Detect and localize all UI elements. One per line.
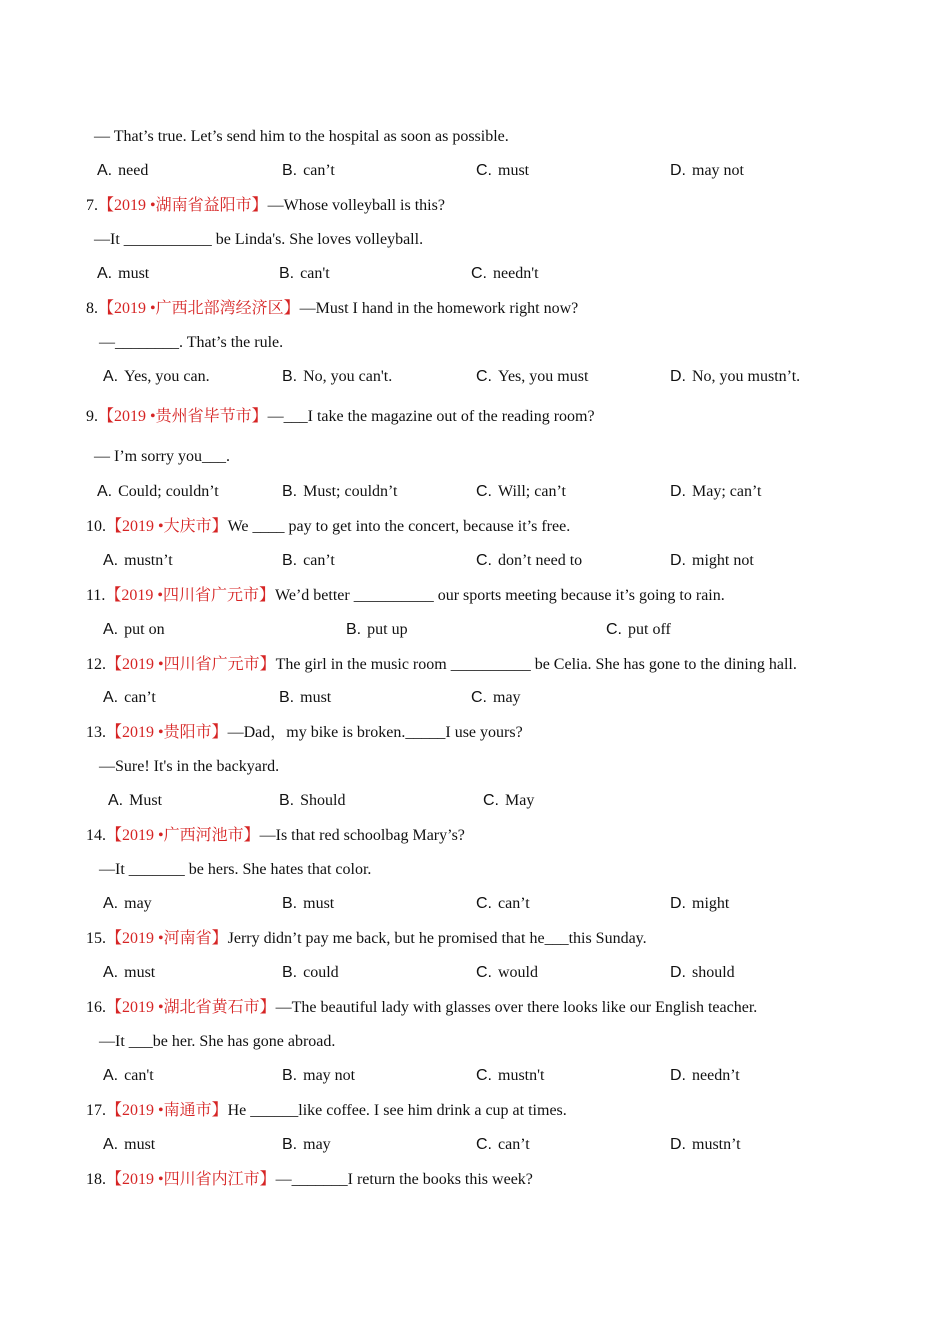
- option-text: Should: [300, 792, 346, 809]
- option-text: mustn’t: [692, 1136, 741, 1153]
- answer-option: [282, 1135, 331, 1155]
- answer-option: [670, 1135, 741, 1155]
- option-text: can't: [300, 265, 330, 282]
- option-text: put off: [628, 621, 671, 638]
- question-number: 9.: [86, 408, 98, 425]
- answer-option: [103, 688, 156, 708]
- question-stem: [86, 1170, 533, 1190]
- answer-option: [282, 1066, 355, 1086]
- answer-option: [670, 963, 735, 983]
- answer-option: [670, 482, 761, 502]
- answer-option: [670, 894, 729, 914]
- option-letter: D.: [670, 368, 686, 385]
- option-text: might: [692, 895, 730, 912]
- option-letter: C.: [483, 792, 499, 809]
- option-letter: C.: [471, 265, 487, 282]
- question-source: 【2019 •广西北部湾经济区】: [98, 300, 300, 317]
- option-text: could: [303, 964, 339, 981]
- answer-option: [103, 551, 173, 571]
- question-source: 【2019 •四川省广元市】: [106, 656, 276, 673]
- question-number: 7.: [86, 197, 98, 214]
- option-text: Must: [129, 792, 163, 809]
- answer-option: [346, 620, 408, 640]
- answer-option: [476, 551, 582, 571]
- answer-option: [476, 894, 530, 914]
- question-number: 17.: [86, 1102, 106, 1119]
- option-text: may: [303, 1136, 331, 1153]
- question-text: Jerry didn’t pay me back, but he promised that he___this Sunday.: [227, 930, 647, 947]
- option-letter: D.: [670, 1136, 686, 1153]
- question-stem: [86, 586, 725, 606]
- question-source: 【2019 •广西河池市】: [106, 827, 260, 844]
- question-number: 10.: [86, 518, 106, 535]
- option-letter: D.: [670, 483, 686, 500]
- option-text: may not: [692, 162, 744, 179]
- option-text: put on: [124, 621, 165, 638]
- answer-option: [97, 482, 219, 502]
- option-letter: A.: [97, 265, 113, 282]
- option-letter: A.: [103, 689, 119, 706]
- question-source: 【2019 •贵阳市】: [106, 724, 228, 741]
- answer-option: [108, 791, 162, 811]
- option-letter: B.: [282, 162, 298, 179]
- option-letter: B.: [346, 621, 362, 638]
- question-text: The girl in the music room __________ be Celia. She has gone to the dining hall.: [275, 656, 797, 673]
- answer-option: [279, 791, 345, 811]
- question-text: —Whose volleyball is this?: [267, 197, 445, 214]
- option-letter: A.: [103, 621, 119, 638]
- option-text: can’t: [303, 162, 335, 179]
- option-letter: B.: [282, 1136, 298, 1153]
- answer-option: [279, 688, 331, 708]
- answer-option: [476, 161, 529, 181]
- answer-line: —It ___be her. She has gone abroad.: [99, 1033, 336, 1050]
- answer-option: [282, 367, 392, 387]
- answer-option: [670, 1066, 740, 1086]
- question-number: 16.: [86, 999, 106, 1016]
- option-letter: B.: [279, 689, 295, 706]
- answer-option: [471, 264, 539, 284]
- option-letter: D.: [670, 1067, 686, 1084]
- option-letter: A.: [97, 483, 113, 500]
- question-number: 11.: [86, 587, 106, 604]
- answer-option: [282, 161, 335, 181]
- question-source: 【2019 •河南省】: [106, 930, 228, 947]
- option-letter: B.: [282, 1067, 298, 1084]
- question-source: 【2019 •贵州省毕节市】: [98, 408, 268, 425]
- option-text: May: [505, 792, 535, 809]
- option-letter: B.: [282, 368, 298, 385]
- question-number: 8.: [86, 300, 98, 317]
- option-letter: C.: [476, 1067, 492, 1084]
- answer-option: [103, 894, 152, 914]
- option-letter: C.: [476, 552, 492, 569]
- option-letter: D.: [670, 964, 686, 981]
- question-stem: [86, 407, 595, 427]
- question-source: 【2019 •南通市】: [106, 1102, 228, 1119]
- option-letter: B.: [282, 964, 298, 981]
- answer-option: [670, 367, 800, 387]
- answer-option: [282, 482, 398, 502]
- option-text: Yes, you can.: [124, 368, 210, 385]
- answer-option: [103, 620, 165, 640]
- option-letter: A.: [103, 895, 119, 912]
- answer-option: [476, 1135, 530, 1155]
- question-number: 18.: [86, 1171, 106, 1188]
- option-letter: C.: [476, 895, 492, 912]
- question-number: 14.: [86, 827, 106, 844]
- option-text: may: [124, 895, 152, 912]
- option-letter: C.: [471, 689, 487, 706]
- answer-option: [483, 791, 534, 811]
- option-text: needn't: [493, 265, 539, 282]
- question-text: —_______I return the books this week?: [275, 1171, 533, 1188]
- question-text: We’d better __________ our sports meeting because it’s going to rain.: [275, 587, 725, 604]
- answer-option: [97, 264, 149, 284]
- answer-option: [471, 688, 521, 708]
- option-letter: C.: [476, 483, 492, 500]
- answer-option: [103, 1066, 154, 1086]
- question-number: 13.: [86, 724, 106, 741]
- option-letter: A.: [103, 368, 119, 385]
- question-stem: [86, 826, 465, 846]
- question-stem: [86, 929, 647, 949]
- option-letter: B.: [282, 895, 298, 912]
- option-text: Must; couldn’t: [303, 483, 398, 500]
- question-text: —___I take the magazine out of the reading room?: [267, 408, 595, 425]
- option-text: can't: [124, 1067, 154, 1084]
- question-stem: [86, 655, 797, 675]
- option-letter: C.: [476, 1136, 492, 1153]
- option-text: must: [124, 1136, 156, 1153]
- option-text: Yes, you must: [498, 368, 589, 385]
- question-text: —Is that red schoolbag Mary’s?: [259, 827, 465, 844]
- answer-option: [670, 161, 744, 181]
- option-letter: C.: [476, 964, 492, 981]
- option-text: needn’t: [692, 1067, 740, 1084]
- question-stem: [86, 723, 523, 743]
- option-text: No, you mustn’t.: [692, 368, 801, 385]
- option-text: can’t: [498, 1136, 530, 1153]
- answer-line: — That’s true. Let’s send him to the hospital as soon as possible.: [94, 128, 509, 145]
- answer-option: [670, 551, 754, 571]
- question-source: 【2019 •湖北省黄石市】: [106, 999, 276, 1016]
- option-letter: B.: [279, 265, 295, 282]
- question-source: 【2019 •四川省广元市】: [105, 587, 276, 604]
- answer-option: [606, 620, 671, 640]
- option-text: can’t: [124, 689, 156, 706]
- option-letter: A.: [108, 792, 124, 809]
- answer-option: [279, 264, 330, 284]
- option-letter: D.: [670, 552, 686, 569]
- option-text: put up: [367, 621, 408, 638]
- option-letter: A.: [103, 552, 119, 569]
- option-letter: C.: [476, 368, 492, 385]
- option-text: mustn't: [498, 1067, 545, 1084]
- question-number: 12.: [86, 656, 106, 673]
- option-text: should: [692, 964, 735, 981]
- answer-option: [97, 161, 148, 181]
- option-letter: A.: [103, 964, 119, 981]
- option-text: must: [118, 265, 150, 282]
- option-text: might not: [692, 552, 754, 569]
- question-number: 15.: [86, 930, 106, 947]
- question-source: 【2019 •大庆市】: [106, 518, 228, 535]
- option-letter: C.: [606, 621, 622, 638]
- question-text: —The beautiful lady with glasses over there looks like our English teacher.: [275, 999, 758, 1016]
- option-letter: A.: [97, 162, 113, 179]
- option-text: mustn’t: [124, 552, 173, 569]
- option-text: Could; couldn’t: [118, 483, 219, 500]
- answer-option: [476, 482, 566, 502]
- option-text: may: [493, 689, 521, 706]
- question-stem: [86, 998, 757, 1018]
- question-source: 【2019 •四川省内江市】: [106, 1171, 276, 1188]
- question-stem: [86, 299, 578, 319]
- answer-option: [476, 367, 588, 387]
- question-source: 【2019 •湖南省益阳市】: [98, 197, 268, 214]
- answer-option: [282, 894, 334, 914]
- answer-option: [103, 963, 155, 983]
- option-letter: B.: [282, 483, 298, 500]
- option-text: don’t need to: [498, 552, 583, 569]
- option-text: May; can’t: [692, 483, 762, 500]
- answer-option: [103, 367, 210, 387]
- option-letter: D.: [670, 895, 686, 912]
- answer-option: [282, 963, 339, 983]
- option-text: Will; can’t: [498, 483, 566, 500]
- option-text: must: [300, 689, 332, 706]
- option-text: may not: [303, 1067, 356, 1084]
- answer-line: —________. That’s the rule.: [99, 334, 284, 351]
- option-letter: D.: [670, 162, 686, 179]
- option-letter: B.: [282, 552, 298, 569]
- option-text: can’t: [498, 895, 530, 912]
- option-letter: C.: [476, 162, 492, 179]
- answer-option: [103, 1135, 155, 1155]
- option-text: must: [303, 895, 335, 912]
- question-text: —Must I hand in the homework right now?: [299, 300, 579, 317]
- option-letter: A.: [103, 1067, 119, 1084]
- option-text: must: [498, 162, 530, 179]
- answer-option: [476, 1066, 544, 1086]
- question-text: We ____ pay to get into the concert, because it’s free.: [227, 518, 571, 535]
- answer-line: — I’m sorry you___.: [94, 448, 230, 465]
- question-stem: [86, 1101, 567, 1121]
- question-stem: [86, 196, 445, 216]
- option-text: would: [498, 964, 538, 981]
- option-text: can’t: [303, 552, 335, 569]
- answer-line: —It ___________ be Linda's. She loves volleyball.: [94, 231, 424, 248]
- answer-option: [282, 551, 335, 571]
- option-text: No, you can't.: [303, 368, 393, 385]
- question-stem: [86, 517, 570, 537]
- answer-line: —It _______ be hers. She hates that color.: [99, 861, 372, 878]
- option-text: need: [118, 162, 149, 179]
- answer-line: —Sure! It's in the backyard.: [99, 758, 280, 775]
- option-text: must: [124, 964, 156, 981]
- option-letter: A.: [103, 1136, 119, 1153]
- option-letter: B.: [279, 792, 295, 809]
- question-text: He ______like coffee. I see him drink a cup at times.: [227, 1102, 567, 1119]
- answer-option: [476, 963, 538, 983]
- question-text: —Dad，my bike is broken._____I use yours?: [227, 724, 523, 741]
